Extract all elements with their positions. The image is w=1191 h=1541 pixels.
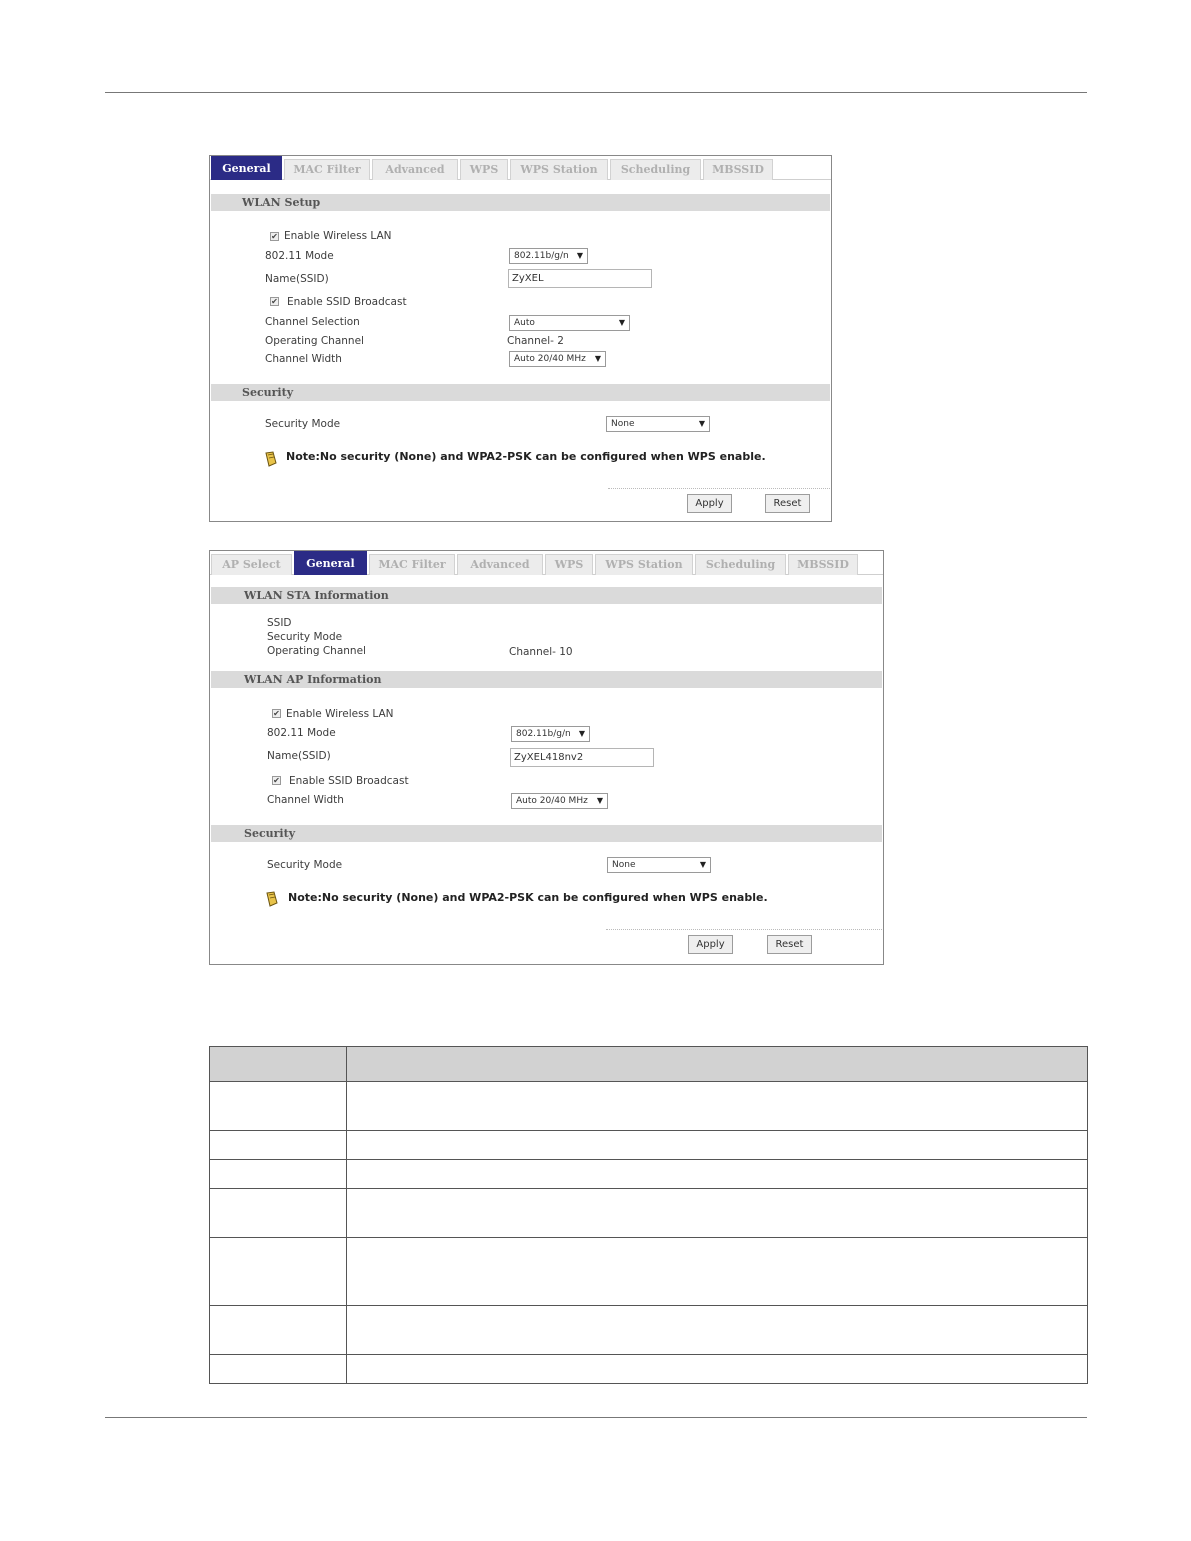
checkmark-icon: ✔: [271, 232, 278, 241]
tab-scheduling[interactable]: Scheduling: [610, 159, 701, 180]
tab-ap-select[interactable]: AP Select: [211, 554, 292, 575]
tab-mbssid[interactable]: MBSSID: [788, 554, 858, 575]
table-row: [210, 1189, 1088, 1238]
ssid-broadcast-label: Enable SSID Broadcast: [287, 296, 407, 308]
ssid-label: Name(SSID): [267, 750, 331, 762]
table-cell: [347, 1189, 1088, 1238]
table-header-cell: [347, 1047, 1088, 1082]
tab-wps-station[interactable]: WPS Station: [510, 159, 608, 180]
tab-advanced[interactable]: Advanced: [457, 554, 543, 575]
table-cell: [210, 1131, 347, 1160]
security-mode-label: Security Mode: [267, 859, 343, 871]
security-mode-label: Security Mode: [265, 418, 341, 430]
ssid-input[interactable]: ZyXEL418nv2: [510, 748, 654, 767]
divider: [608, 488, 832, 489]
section-wlan-setup: WLAN Setup: [211, 194, 830, 211]
enable-wireless-checkbox[interactable]: [272, 709, 281, 718]
security-mode-select[interactable]: [606, 416, 710, 432]
table-cell: [210, 1189, 347, 1238]
table-cell: [210, 1082, 347, 1131]
tab-wps[interactable]: WPS: [545, 554, 593, 575]
security-mode-value: None: [612, 860, 636, 870]
enable-wireless-checkbox[interactable]: [270, 232, 279, 241]
note-icon: [265, 891, 279, 907]
channel-width-select[interactable]: [511, 793, 608, 809]
table-cell: [210, 1160, 347, 1189]
chevron-down-icon: ▼: [618, 318, 625, 327]
security-mode-value: None: [611, 419, 635, 429]
table-row: [210, 1238, 1088, 1306]
table-cell: [347, 1306, 1088, 1355]
tab-general[interactable]: General: [211, 156, 282, 180]
channel-width-value: Auto 20/40 MHz: [514, 354, 586, 364]
wireless-repeater-panel: [209, 550, 884, 965]
sta-ssid-label: SSID: [267, 617, 292, 629]
mode-select[interactable]: [509, 248, 588, 264]
security-mode-select[interactable]: [607, 857, 711, 873]
description-table: [209, 1046, 1088, 1384]
ssid-input[interactable]: ZyXEL: [508, 269, 652, 288]
tab-mac-filter[interactable]: MAC Filter: [369, 554, 455, 575]
footer-rule: [105, 1417, 1087, 1418]
tab-mac-filter[interactable]: MAC Filter: [284, 159, 370, 180]
tab-wps[interactable]: WPS: [460, 159, 508, 180]
wps-note: Note:No security (None) and WPA2-PSK can be configured when WPS enable.: [286, 450, 766, 463]
chevron-down-icon: ▼: [576, 251, 583, 260]
sta-operating-channel-value: Channel- 10: [509, 646, 573, 658]
reset-button[interactable]: Reset: [765, 494, 810, 513]
channel-width-select[interactable]: [509, 351, 606, 367]
table-row: [210, 1306, 1088, 1355]
channel-width-label: Channel Width: [265, 353, 342, 365]
table-cell: [347, 1160, 1088, 1189]
operating-channel-value: Channel- 2: [507, 335, 564, 347]
table-row: [210, 1082, 1088, 1131]
mode-select-value: 802.11b/g/n: [516, 729, 571, 739]
mode-label: 802.11 Mode: [265, 250, 334, 262]
channel-selection-value: Auto: [514, 318, 535, 328]
sta-operating-channel-label: Operating Channel: [267, 645, 366, 657]
header-rule: [105, 92, 1087, 93]
table-cell: [210, 1238, 347, 1306]
ssid-broadcast-label: Enable SSID Broadcast: [289, 775, 409, 787]
wireless-general-panel: [209, 155, 832, 522]
operating-channel-label: Operating Channel: [265, 335, 364, 347]
mode-label: 802.11 Mode: [267, 727, 336, 739]
tab-wps-station[interactable]: WPS Station: [595, 554, 693, 575]
section-security: Security: [211, 825, 882, 842]
tab-advanced[interactable]: Advanced: [372, 159, 458, 180]
divider: [606, 929, 884, 930]
tab-bar: [210, 551, 883, 575]
wps-note: Note:No security (None) and WPA2-PSK can be configured when WPS enable.: [288, 891, 768, 904]
apply-button[interactable]: Apply: [687, 494, 732, 513]
table-cell: [347, 1238, 1088, 1306]
sta-security-mode-label: Security Mode: [267, 631, 343, 643]
mode-select-value: 802.11b/g/n: [514, 251, 569, 261]
chevron-down-icon: ▼: [698, 419, 705, 428]
channel-width-value: Auto 20/40 MHz: [516, 796, 588, 806]
checkmark-icon: ✔: [271, 297, 278, 306]
table-row: [210, 1131, 1088, 1160]
reset-button[interactable]: Reset: [767, 935, 812, 954]
ssid-broadcast-checkbox[interactable]: [270, 297, 279, 306]
tab-mbssid[interactable]: MBSSID: [703, 159, 773, 180]
table-row: [210, 1160, 1088, 1189]
enable-wireless-label: Enable Wireless LAN: [286, 708, 394, 720]
enable-wireless-label: Enable Wireless LAN: [284, 230, 392, 242]
table-cell: [210, 1306, 347, 1355]
channel-width-label: Channel Width: [267, 794, 344, 806]
chevron-down-icon: ▼: [699, 860, 706, 869]
chevron-down-icon: ▼: [578, 729, 585, 738]
table-cell: [347, 1131, 1088, 1160]
checkmark-icon: ✔: [273, 776, 280, 785]
channel-selection-label: Channel Selection: [265, 316, 360, 328]
table-header-cell: [210, 1047, 347, 1082]
section-wlan-ap-information: WLAN AP Information: [211, 671, 882, 688]
table-header-row: [210, 1047, 1088, 1082]
mode-select[interactable]: [511, 726, 590, 742]
channel-selection-select[interactable]: [509, 315, 630, 331]
chevron-down-icon: ▼: [596, 796, 603, 805]
apply-button[interactable]: Apply: [688, 935, 733, 954]
chevron-down-icon: ▼: [594, 354, 601, 363]
tab-scheduling[interactable]: Scheduling: [695, 554, 786, 575]
ssid-label: Name(SSID): [265, 273, 329, 285]
table-cell: [347, 1355, 1088, 1384]
ssid-broadcast-checkbox[interactable]: [272, 776, 281, 785]
table-cell: [210, 1355, 347, 1384]
tab-general[interactable]: General: [294, 551, 367, 575]
tab-bar: [210, 156, 831, 180]
section-wlan-sta-information: WLAN STA Information: [211, 587, 882, 604]
note-icon: [264, 451, 278, 467]
section-security: Security: [211, 384, 830, 401]
checkmark-icon: ✔: [273, 709, 280, 718]
table-cell: [347, 1082, 1088, 1131]
table-row: [210, 1355, 1088, 1384]
